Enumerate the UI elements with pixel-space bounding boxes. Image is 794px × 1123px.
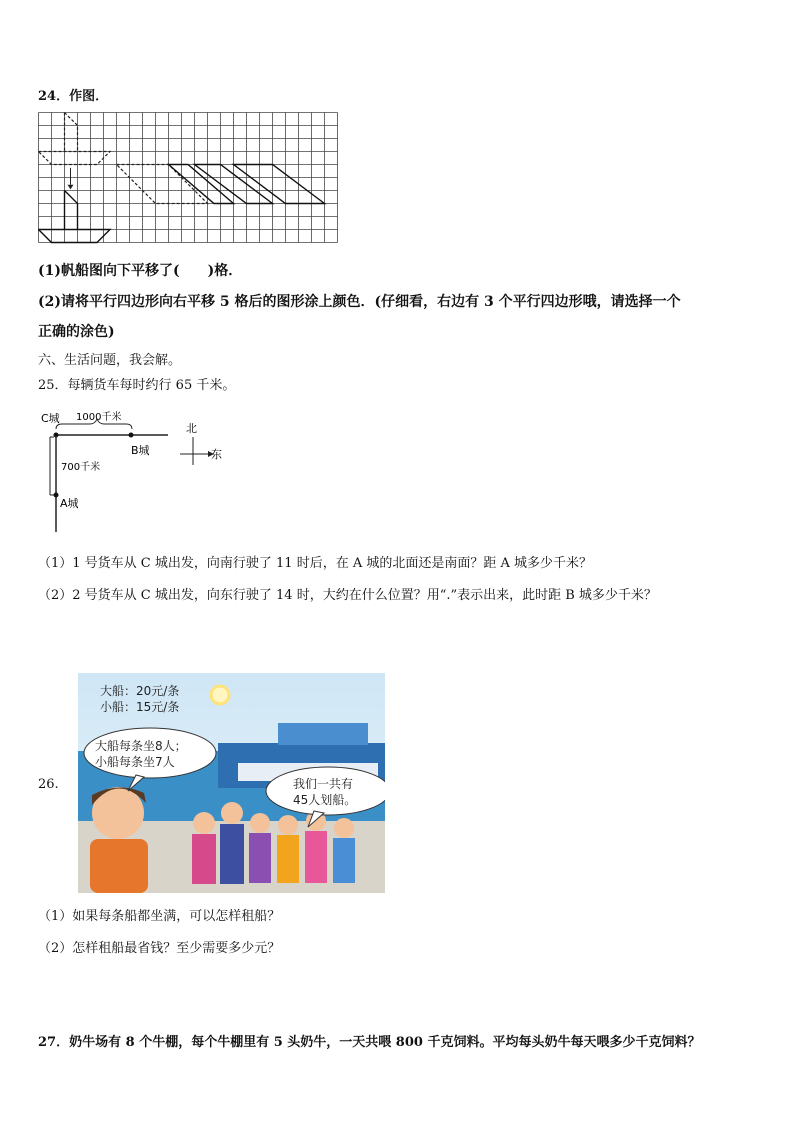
q25-heading: 25．每辆货车每时约行 65 千米。 xyxy=(38,378,236,393)
q26-sub2: （2）怎样租船最省钱？至少需要多少元？ xyxy=(38,941,281,956)
down-arrow-icon xyxy=(68,185,74,190)
q26-sub1: （1）如果每条船都坐满，可以怎样租船？ xyxy=(38,909,281,924)
left-speech-bubble xyxy=(84,728,216,778)
q25-sub2: （2）2 号货车从 C 城出发，向东行驶了 14 时，大约在什么位置？用“.”表示出来，此时距 B 城多少千米？ xyxy=(38,588,657,603)
moved-sail xyxy=(65,191,78,230)
compass-north-label: 北 xyxy=(186,422,197,435)
original-hull xyxy=(39,152,111,165)
sun-icon xyxy=(211,686,229,704)
price-small-boat: 小船：15元/条 xyxy=(100,700,180,714)
compass-east-label: 东 xyxy=(211,448,222,461)
q24-sub2-line2: 正确的涂色) xyxy=(38,324,115,340)
right-speech-bubble xyxy=(266,767,385,815)
q27-text: 27．奶牛场有 8 个牛棚，每个牛棚里有 5 头奶牛，一天共喂 800 千克饲料。平均每头奶牛每天喂多少千克饲料？ xyxy=(38,1035,701,1050)
map-label-a-city: A城 xyxy=(60,497,79,510)
boat-rental-illustration xyxy=(78,673,385,893)
a-city-dot xyxy=(54,493,59,498)
left-bubble-line1: 大船每条坐8人； xyxy=(95,739,187,753)
moved-hull xyxy=(39,230,111,243)
section-six-heading: 六、生活问题，我会解。 xyxy=(38,353,182,368)
boy-body xyxy=(90,839,148,893)
map-label-distance-cb: 1000千米 xyxy=(76,412,122,423)
map-label-distance-ca: 700千米 xyxy=(61,462,101,473)
direction-map xyxy=(38,402,238,537)
right-bubble-line2: 45人划船。 xyxy=(293,793,357,807)
original-sail xyxy=(65,113,78,152)
price-big-boat: 大船：20元/条 xyxy=(100,684,180,698)
parallelogram-option-1 xyxy=(169,165,234,204)
q26-number: 26. xyxy=(38,777,59,792)
q24-sub1: (1)帆船图向下平移了( )格． xyxy=(38,263,243,279)
b-city-dot xyxy=(129,433,134,438)
right-bubble-line1: 我们一共有 xyxy=(293,777,354,791)
q24-sub2-line1: (2)请将平行四边形向右平移 5 格后的图形涂上颜色．(仔细看，右边有 3 个平行四边形哦，请选择一个 xyxy=(38,294,681,310)
map-label-c-city: C城 xyxy=(41,412,60,425)
map-label-b-city: B城 xyxy=(131,444,150,457)
q24-heading: 24．作图． xyxy=(38,89,109,104)
q25-sub1: （1）1 号货车从 C 城出发，向南行驶了 11 时后，在 A 城的北面还是南面？距 A 城多少千米？ xyxy=(38,556,592,571)
grid-drawing xyxy=(38,112,340,250)
left-bubble-line2: 小船每条坐7人 xyxy=(95,755,175,769)
